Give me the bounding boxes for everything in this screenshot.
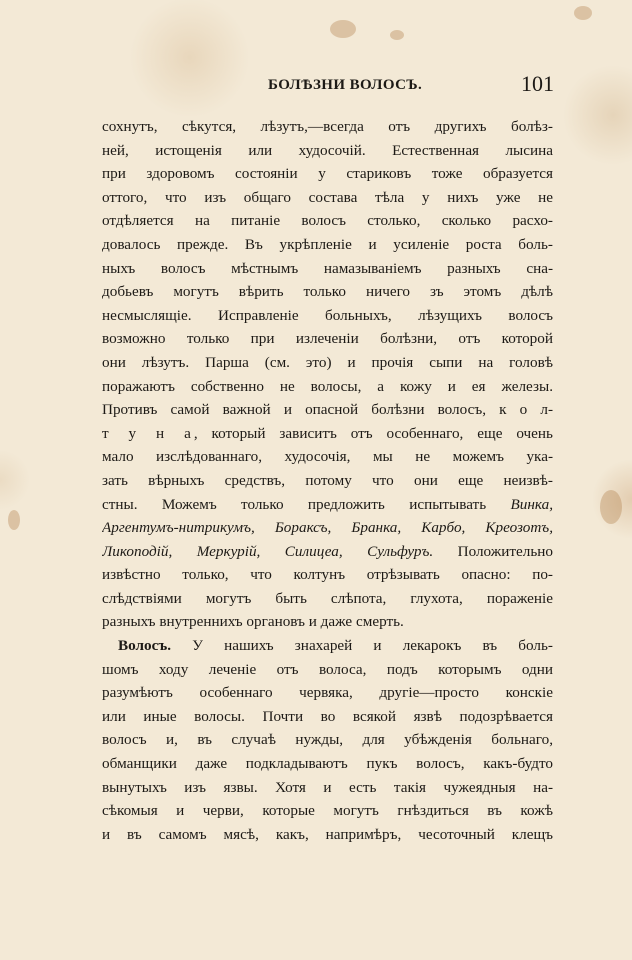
remedy-list: Ликоподій, Меркурій, Силицеа, Сульфуръ.	[102, 542, 434, 560]
text-line: или иные волосы. Почти во всякой язвѣ подозрѣвается	[102, 707, 553, 725]
text-line: добьевъ могутъ вѣрить только ничего зъ этомъ дѣлѣ	[102, 283, 553, 301]
text-line: Волосъ. У нашихъ знахарей и лекарокъ въ боль-	[118, 637, 553, 655]
text-line: т у н а, который зависитъ отъ особеннаго, еще очень	[102, 424, 553, 442]
spaced-term: т у н а	[102, 424, 194, 442]
paper-stain	[600, 490, 622, 524]
text-line: мало изслѣдованнаго, худосочія, мы не можемъ ука-	[102, 448, 553, 466]
paper-stain	[8, 510, 20, 530]
text-line: поражаютъ собственно не волосы, а кожу и ея железы.	[102, 377, 553, 395]
text-line: Ликоподій, Меркурій, Силицеа, Сульфуръ. Положительно	[102, 542, 553, 560]
text-line: возможно только при излеченіи болѣзни, отъ которой	[102, 330, 553, 348]
text-line: слѣдствіями могутъ быть слѣпота, глухота, пораженіе	[102, 589, 553, 607]
text-line: ныхъ волосъ мѣстнымъ намазываніемъ разныхъ сна-	[102, 259, 553, 277]
remedy-list: Аргентумъ-нитрикумъ, Бораксъ, Бранка, Карбо, Креозотъ,	[102, 519, 553, 537]
paper-stain	[390, 30, 404, 40]
text-line: ней, истощенія или худосочій. Естественная лысина	[102, 141, 553, 159]
text-line: отдѣляется на питаніе волосъ столько, сколько расхо-	[102, 212, 553, 230]
text-line: при здоровомъ состояніи у стариковъ тоже образуется	[102, 165, 553, 183]
text-line: и въ самомъ мясѣ, какъ, напримѣръ, чесоточный клещъ	[102, 825, 553, 843]
text-line: обманщики даже подкладываютъ пукъ волосъ, какъ-будто	[102, 755, 553, 773]
text-line: извѣстно только, что колтунъ отрѣзывать опасно: по-	[102, 566, 553, 584]
text-line: стны. Можемъ только предложить испытывать Винка,	[102, 495, 553, 513]
page-number: 101	[521, 71, 554, 96]
text-line: Противъ самой важной и опасной болѣзни волосъ, к о л-	[102, 401, 553, 419]
text-line	[102, 516, 553, 540]
paper-stain	[574, 6, 592, 20]
text-line: сѣкомыя и черви, которые могутъ гнѣздиться въ кожѣ	[102, 802, 553, 820]
text-line: разныхъ внутреннихъ органовъ и даже смерть.	[102, 613, 404, 631]
text-line: шомъ ходу леченіе отъ волоса, подъ которымъ одни	[102, 660, 553, 678]
body-text	[102, 115, 553, 846]
text-line: вынутыхъ изъ язвы. Хотя и есть такія чужеядныя на-	[102, 778, 553, 796]
paper-stain	[330, 20, 356, 38]
text-line: они лѣзутъ. Парша (см. это) и прочія сыпи на головѣ	[102, 353, 553, 371]
remedy-name: Винка,	[510, 495, 553, 513]
entry-heading: Волосъ.	[118, 637, 172, 655]
page-header	[100, 73, 556, 101]
text-line: сохнутъ, сѣкутся, лѣзутъ,—всегда отъ другихъ болѣз-	[102, 118, 553, 135]
text-line: разумѣютъ особеннаго червяка, другіе—просто конскіе	[102, 684, 553, 702]
text-line: оттого, что изъ общаго состава тѣла у нихъ уже не	[102, 188, 553, 206]
text-line: довалось прежде. Въ укрѣпленіе и усиленіе роста боль-	[102, 235, 553, 253]
text-line: волосъ и, въ случаѣ нужды, для убѣжденія больнаго,	[102, 731, 553, 749]
text-line: зать вѣрныхъ средствъ, потому что они еще неизвѣ-	[102, 471, 553, 489]
text-line: несмыслящіе. Исправленіе больныхъ, лѣзущихъ волосъ	[102, 306, 553, 324]
running-head: БОЛѢЗНИ ВОЛОСЪ.	[268, 77, 423, 93]
